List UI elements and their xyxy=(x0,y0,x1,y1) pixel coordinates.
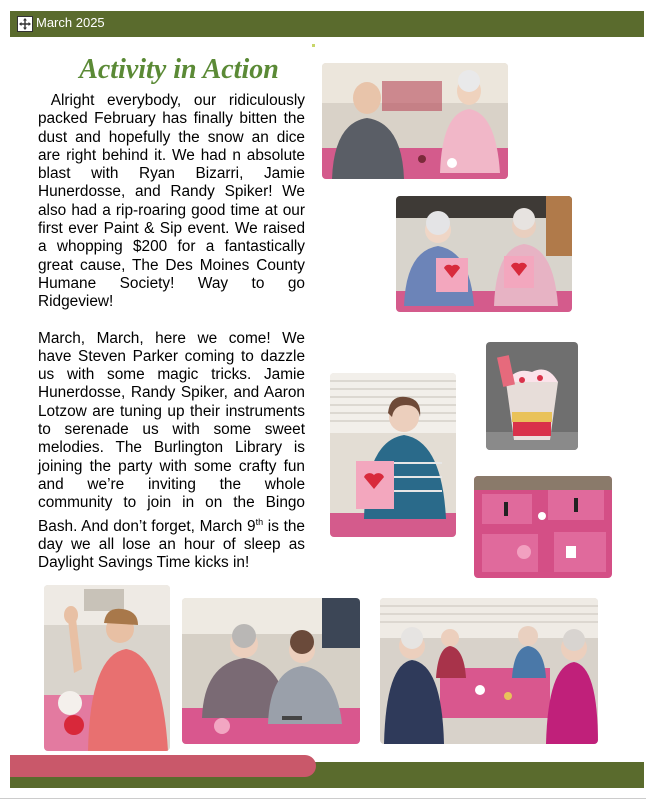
newsletter-date: March 2025 xyxy=(36,15,105,30)
move-icon xyxy=(17,16,33,32)
photo-residents-table xyxy=(322,63,508,179)
header-bar xyxy=(10,11,644,37)
page-divider xyxy=(0,798,646,799)
photo-ladies-dining xyxy=(182,598,360,744)
decorative-dot xyxy=(312,44,315,47)
footer-accent-bar xyxy=(10,755,316,777)
photo-paint-and-sip xyxy=(396,196,572,312)
photo-resident-painting xyxy=(330,373,456,537)
paragraph-march: March, March, here we come! We have Steven Parker coming to dazzle us with some magic tricks. Jamie Hunerdosse, Randy Spiker, and Aaron Lotzow are tuning up their instruments to serenade us with some sweet melodies. The Burlington Library is joining the party with some crafty fun and we’re inviting the whole community to join in on the Bingo Bash. And don’t forget, March 9th is the day we all lose an hour of sleep as Daylight Savings Time kicks in! xyxy=(38,329,305,572)
photo-pink-tables xyxy=(474,476,612,578)
article-title: Activity in Action xyxy=(79,54,279,85)
article-body xyxy=(38,92,305,573)
photo-man-waving xyxy=(44,585,170,751)
paragraph-february: Alright everybody, our ridiculously packed February has finally bitten the dust and hopefully the snow an dice are right behind it. We had n absolute blast with Ryan Bizarri, Jamie Hunerdosse, and Randy Spiker! We also had a rip-roaring good time at our first ever Paint & Sip event. We raised a whopping $200 for a fantastically great cause, The Des Moines County Humane Society! Way to go Ridgeview! xyxy=(38,92,305,311)
photo-dessert-cup xyxy=(486,342,578,450)
photo-group-party xyxy=(380,598,598,744)
